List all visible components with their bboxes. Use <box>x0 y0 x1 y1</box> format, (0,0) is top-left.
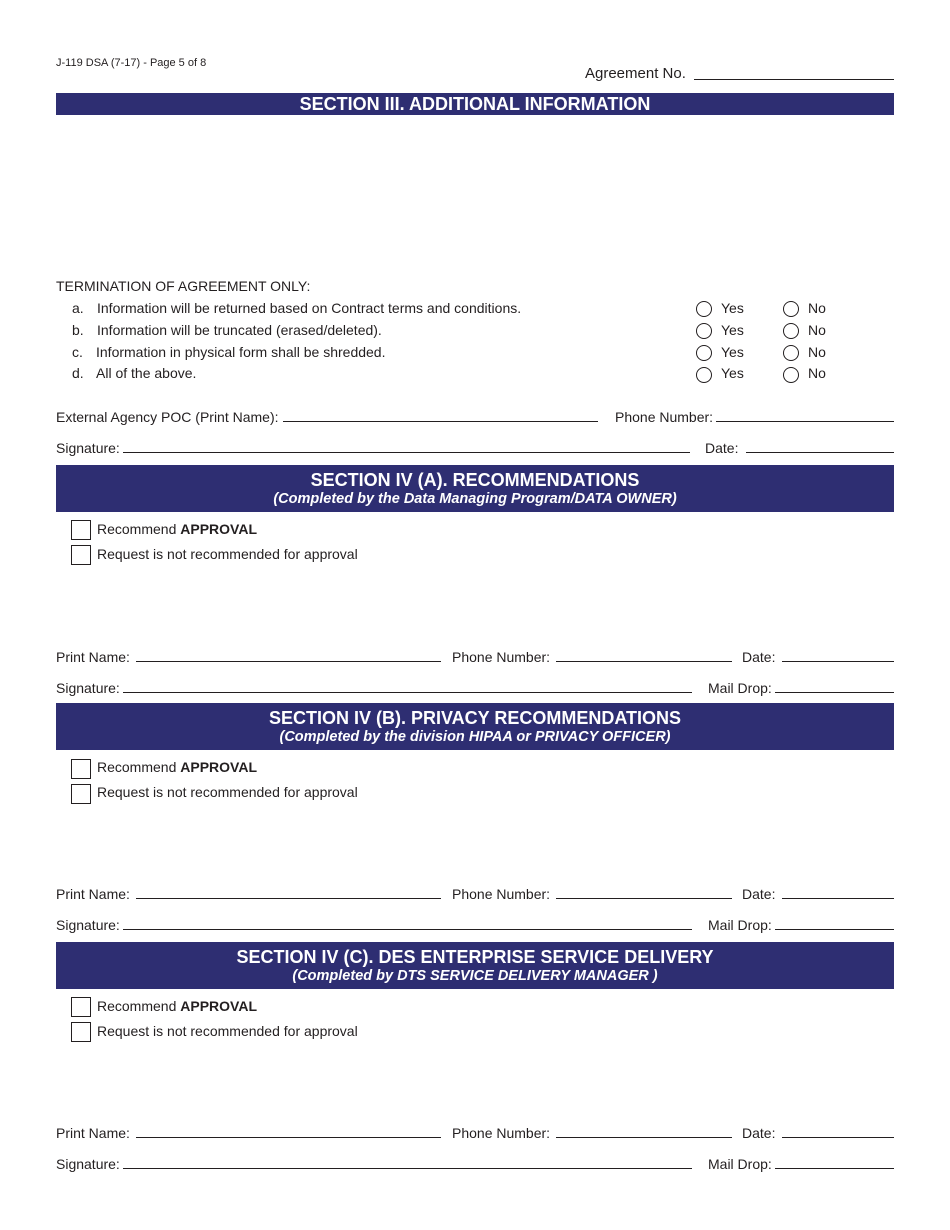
section-4a-phone-label: Phone Number: <box>452 649 551 665</box>
section-4c-subtitle: (Completed by DTS SERVICE DELIVERY MANAGER ) <box>292 968 658 984</box>
yes-label: Yes <box>721 365 744 381</box>
section-4c-reject-checkbox[interactable] <box>71 1022 91 1042</box>
poc-signature-field[interactable] <box>123 452 690 453</box>
section-4b-approve-label: Recommend APPROVAL <box>97 759 258 775</box>
section-4c-reject-label: Request is not recommended for approval <box>97 1023 358 1039</box>
section-4c-print-name-field[interactable] <box>136 1137 441 1138</box>
termination-item-c-yes-radio[interactable] <box>696 345 712 361</box>
section-4c-print-name-label: Print Name: <box>56 1125 130 1141</box>
poc-phone-label: Phone Number: <box>615 409 714 425</box>
section-4a-reject-checkbox[interactable] <box>71 545 91 565</box>
yes-label: Yes <box>721 300 744 316</box>
section-4b-print-name-field[interactable] <box>136 898 441 899</box>
termination-item-b-text: Information will be truncated (erased/deleted). <box>97 322 382 338</box>
agreement-number-label: Agreement No. <box>585 65 686 82</box>
section-4c-approve-label: Recommend APPROVAL <box>97 998 258 1014</box>
section-3-header <box>56 93 894 115</box>
section-4b-mail-drop-label: Mail Drop: <box>708 917 772 933</box>
poc-date-label: Date: <box>705 440 739 456</box>
section-4b-reject-label: Request is not recommended for approval <box>97 784 358 800</box>
section-4a-approve-checkbox[interactable] <box>71 520 91 540</box>
section-4b-reject-checkbox[interactable] <box>71 784 91 804</box>
agreement-number-field[interactable] <box>694 79 894 80</box>
termination-item-c-letter: c. <box>72 344 83 360</box>
termination-item-d-text: All of the above. <box>96 365 197 381</box>
section-4c-title: SECTION IV (C). DES ENTERPRISE SERVICE DELIVERY <box>236 947 714 967</box>
no-label: No <box>808 344 826 360</box>
section-4c-date-label: Date: <box>742 1125 776 1141</box>
section-4a-print-name-label: Print Name: <box>56 649 130 665</box>
additional-information-area[interactable] <box>56 118 894 268</box>
section-4b-signature-field[interactable] <box>123 929 692 930</box>
termination-item-d-letter: d. <box>72 365 84 381</box>
section-4a-phone-field[interactable] <box>556 661 732 662</box>
section-4c-approve-checkbox[interactable] <box>71 997 91 1017</box>
no-label: No <box>808 365 826 381</box>
section-4c-header <box>56 942 894 989</box>
section-4b-mail-drop-field[interactable] <box>775 929 894 930</box>
section-4b-date-label: Date: <box>742 886 776 902</box>
section-4b-title: SECTION IV (B). PRIVACY RECOMMENDATIONS <box>268 708 682 728</box>
section-4a-signature-label: Signature: <box>56 680 120 696</box>
poc-date-field[interactable] <box>746 452 894 453</box>
poc-name-field[interactable] <box>283 421 598 422</box>
section-4b-phone-field[interactable] <box>556 898 732 899</box>
section-4b-subtitle: (Completed by the division HIPAA or PRIVACY OFFICER) <box>279 729 671 745</box>
section-4a-approve-label: Recommend APPROVAL <box>97 521 258 537</box>
section-4a-print-name-field[interactable] <box>136 661 441 662</box>
poc-phone-field[interactable] <box>716 421 894 422</box>
termination-item-c-text: Information in physical form shall be shredded. <box>96 344 386 360</box>
termination-item-a-no-radio[interactable] <box>783 301 799 317</box>
section-4a-title: SECTION IV (A). RECOMMENDATIONS <box>310 470 640 490</box>
section-4c-phone-label: Phone Number: <box>452 1125 551 1141</box>
section-4c-mail-drop-field[interactable] <box>775 1168 894 1169</box>
section-4a-subtitle: (Completed by the Data Managing Program/DATA OWNER) <box>273 491 677 507</box>
section-4b-print-name-label: Print Name: <box>56 886 130 902</box>
section-4a-mail-drop-label: Mail Drop: <box>708 680 772 696</box>
form-id: J-119 DSA (7-17) - Page 5 of 8 <box>56 57 207 69</box>
termination-item-a-yes-radio[interactable] <box>696 301 712 317</box>
section-4a-date-field[interactable] <box>782 661 894 662</box>
section-4b-phone-label: Phone Number: <box>452 886 551 902</box>
section-4c-mail-drop-label: Mail Drop: <box>708 1156 772 1172</box>
termination-item-b-yes-radio[interactable] <box>696 323 712 339</box>
termination-item-b-letter: b. <box>72 322 84 338</box>
no-label: No <box>808 322 826 338</box>
section-4b-header <box>56 703 894 750</box>
poc-signature-label: Signature: <box>56 440 120 456</box>
section-4a-date-label: Date: <box>742 649 776 665</box>
yes-label: Yes <box>721 322 744 338</box>
no-label: No <box>808 300 826 316</box>
termination-item-d-no-radio[interactable] <box>783 367 799 383</box>
section-4a-mail-drop-field[interactable] <box>775 692 894 693</box>
termination-item-c-no-radio[interactable] <box>783 345 799 361</box>
section-4a-signature-field[interactable] <box>123 692 692 693</box>
termination-item-b-no-radio[interactable] <box>783 323 799 339</box>
section-4b-date-field[interactable] <box>782 898 894 899</box>
section-4c-signature-field[interactable] <box>123 1168 692 1169</box>
section-4c-phone-field[interactable] <box>556 1137 732 1138</box>
termination-item-a-text: Information will be returned based on Contract terms and conditions. <box>97 300 522 316</box>
section-4c-date-field[interactable] <box>782 1137 894 1138</box>
termination-heading: TERMINATION OF AGREEMENT ONLY: <box>56 278 311 294</box>
termination-item-a-letter: a. <box>72 300 84 316</box>
section-4a-reject-label: Request is not recommended for approval <box>97 546 358 562</box>
poc-name-label: External Agency POC (Print Name): <box>56 409 279 425</box>
section-3-title: SECTION III. ADDITIONAL INFORMATION <box>299 94 651 114</box>
yes-label: Yes <box>721 344 744 360</box>
section-4b-signature-label: Signature: <box>56 917 120 933</box>
section-4a-header <box>56 465 894 512</box>
section-4b-approve-checkbox[interactable] <box>71 759 91 779</box>
section-4c-signature-label: Signature: <box>56 1156 120 1172</box>
termination-item-d-yes-radio[interactable] <box>696 367 712 383</box>
